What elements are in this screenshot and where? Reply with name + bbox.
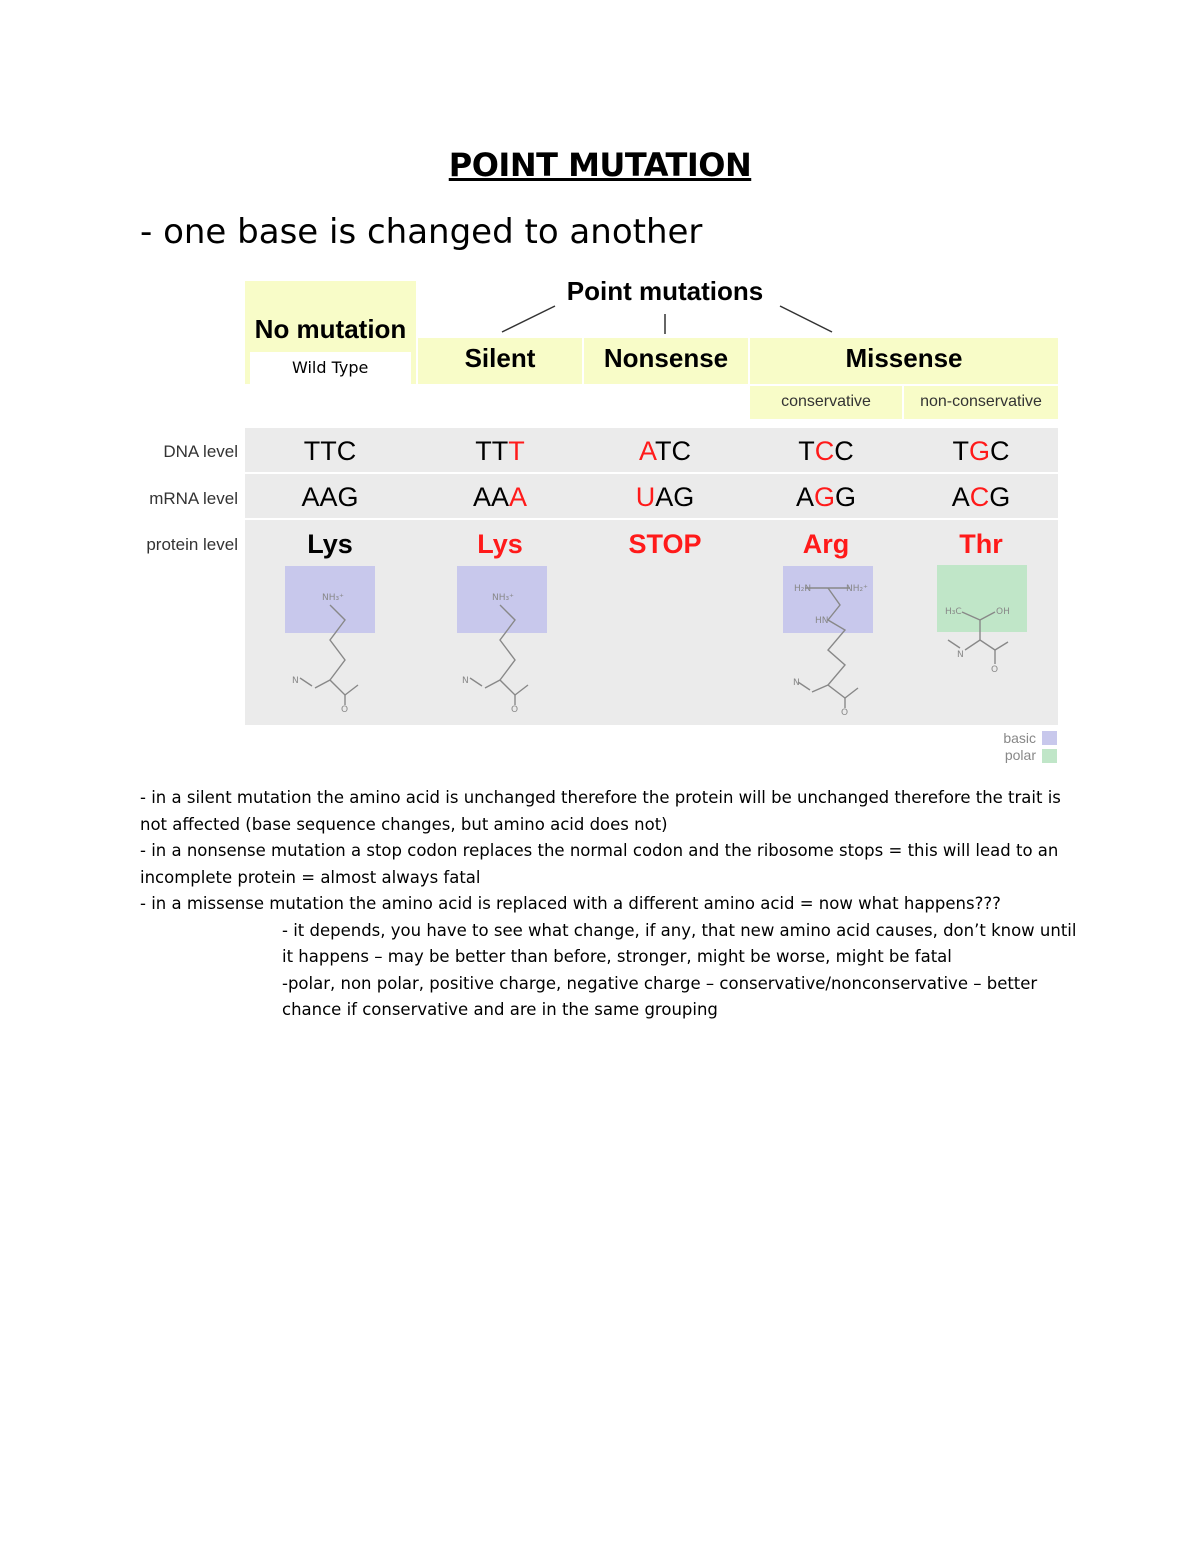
svg-text:O: O: [841, 708, 849, 718]
amino-acid-label: Thr: [959, 529, 1003, 559]
legend-basic-swatch: [1042, 731, 1057, 745]
amino-acid-label: Arg: [802, 529, 850, 559]
dna-codon: TTC: [303, 436, 357, 466]
amino-acid-label: STOP: [628, 529, 702, 559]
legend-polar-swatch: [1042, 749, 1057, 763]
legend-basic-label: basic: [1003, 730, 1036, 746]
protein-level-label: protein level: [146, 535, 238, 554]
svg-text:HN: HN: [815, 616, 829, 626]
silent-header: Silent: [464, 343, 536, 373]
nonsense-header: Nonsense: [603, 343, 729, 373]
wild-type-label: Wild Type: [292, 358, 369, 377]
dna-codon: ATC: [638, 436, 691, 466]
svg-text:OH: OH: [996, 607, 1010, 617]
svg-text:O: O: [511, 705, 519, 715]
lysine-structure-icon: [300, 605, 358, 705]
amino-acid-label: Lys: [477, 529, 523, 559]
svg-text:O: O: [341, 705, 349, 715]
svg-text:NH₂⁺: NH₂⁺: [846, 584, 868, 594]
conservative-label: conservative: [781, 393, 871, 410]
notes: [140, 785, 1080, 1024]
note-nonsense: - in a nonsense mutation a stop codon replaces the normal codon and the ribosome stops = this will lead to an incomplete protein = almost always fatal: [140, 841, 1059, 887]
no-mutation-header: No mutation: [254, 314, 407, 344]
mrna-level-label: mRNA level: [149, 489, 238, 508]
note-silent: - in a silent mutation the amino acid is unchanged therefore the protein will be unchanged therefore the trait is not affected (base sequence changes, but amino acid does not): [140, 788, 1061, 834]
arginine-structure-icon: [798, 588, 858, 708]
svg-text:N: N: [957, 650, 964, 660]
note-missense: - in a missense mutation the amino acid is replaced with a different amino acid = now what happens???: [140, 894, 1001, 913]
page-title: POINT MUTATION: [448, 146, 752, 184]
svg-text:NH₃⁺: NH₃⁺: [322, 593, 344, 603]
lysine-structure-icon: [470, 605, 528, 705]
mrna-codon: ACG: [951, 482, 1011, 512]
mrna-codon: AGG: [795, 482, 857, 512]
page-subtitle: - one base is changed to another: [140, 212, 703, 252]
legend-polar-label: polar: [1004, 747, 1036, 763]
svg-text:N: N: [292, 676, 299, 686]
svg-text:NH₃⁺: NH₃⁺: [492, 593, 514, 603]
dna-level-label: DNA level: [163, 442, 238, 461]
dna-codon: TTT: [475, 436, 525, 466]
non-conservative-label: non-conservative: [920, 393, 1042, 410]
missense-header: Missense: [845, 343, 963, 373]
mrna-codon: UAG: [635, 482, 695, 512]
point-mutations-header: Point mutations: [566, 276, 764, 306]
svg-text:N: N: [793, 678, 800, 688]
mrna-codon: AAG: [301, 482, 359, 512]
sub-note-depends: - it depends, you have to see what change, if any, that new amino acid causes, don’t know until it happens – may be better than before, stronger, might be worse, might be fatal: [282, 920, 1077, 966]
sub-note-polar: -polar, non polar, positive charge, negative charge – conservative/nonconservative – better chance if conservative and are in the same grouping: [282, 973, 1038, 1019]
svg-text:N: N: [462, 676, 469, 686]
svg-text:H₂N: H₂N: [794, 584, 812, 594]
amino-acid-label: Lys: [307, 529, 353, 559]
svg-text:H₃C: H₃C: [945, 607, 962, 617]
dna-codon: TGC: [952, 436, 1010, 466]
dna-codon: TCC: [798, 436, 854, 466]
svg-text:O: O: [991, 665, 999, 675]
mrna-codon: AAA: [472, 482, 528, 512]
